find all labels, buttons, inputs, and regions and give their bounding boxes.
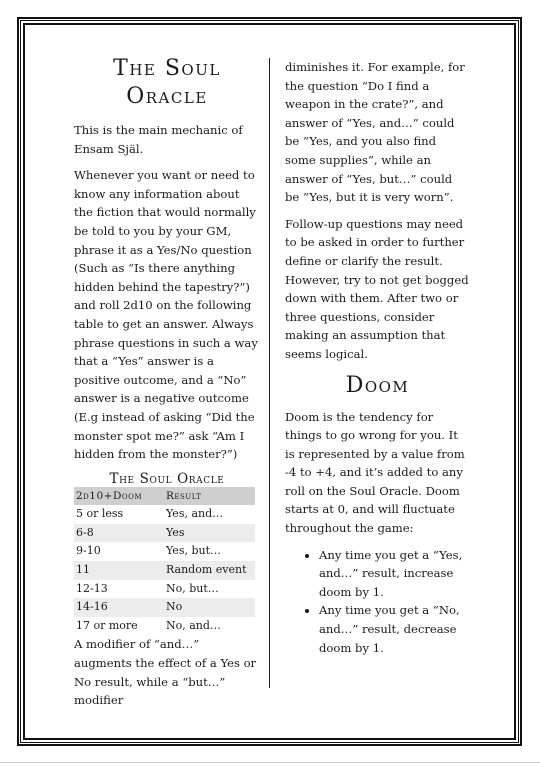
table-row	[74, 542, 255, 561]
table-cell-roll: 6-8	[74, 524, 164, 543]
viewer-bottom-edge	[0, 762, 540, 763]
table-cell-roll: 5 or less	[76, 507, 124, 521]
table-cell-roll: 9-10	[76, 544, 101, 558]
left-column	[74, 55, 260, 718]
intro-paragraph: This is the main mechanic of Ensam Själ.	[74, 123, 243, 156]
table-cell-result: Yes	[164, 524, 255, 543]
section-title-soul-oracle	[74, 55, 260, 111]
table-row	[74, 598, 255, 617]
table-cell-result: No, but…	[166, 581, 219, 595]
table-row	[74, 580, 255, 599]
table-row	[74, 505, 255, 524]
section-title-doom: Doom	[345, 372, 410, 398]
table-header-row	[74, 487, 255, 506]
header-result: Result	[164, 487, 255, 506]
header-roll: 2d10+Doom	[74, 487, 164, 506]
modifier-paragraph-end: diminishes it. For example, for the question “Do I find a weapon in the crate?”, and answer of “Yes, and…” could be “Yes, and you also find some supplies”, while an answer of “Yes, but…” could be “Yes, but it is very worn”.	[285, 60, 465, 205]
table-cell-roll: 14-16	[74, 598, 164, 617]
table-row	[74, 524, 255, 543]
table-cell-result: Yes, but…	[166, 544, 221, 558]
oracle-table	[74, 487, 255, 636]
table-cell-result: Random event	[164, 561, 255, 580]
title-line-1: The Soul	[113, 56, 221, 81]
table-cell-result: No, and…	[166, 618, 221, 632]
table-cell-result: No	[164, 598, 255, 617]
table-cell-roll: 12-13	[76, 581, 108, 595]
list-item: • Any time you get a “Yes, and…” result, increase doom by 1.	[319, 546, 470, 602]
list-item: • Any time you get a “No, and…” result, decrease doom by 1.	[319, 601, 470, 657]
title-line-2: Oracle	[126, 84, 208, 109]
instructions-paragraph: Whenever you want or need to know any information about the fiction that would normally be told to you by your GM, phrase it as a Yes/No question (Such as “Is there anything hidden behind the tapestry?”) and roll 2d10 on the following table to get an answer. Always phrase questions in such a way that a “Yes” answer is a positive outcome, and a “No” answer is a negative outcome (E.g instead of asking “Did the monster spot me?” ask “Am I hidden from the monster?”)	[74, 168, 258, 462]
oracle-table-title: The Soul Oracle	[109, 470, 225, 487]
modifier-paragraph-start: A modifier of “and…” augments the effect of a Yes or No result, while a “but…” modifier	[74, 637, 257, 708]
table-row	[74, 561, 255, 580]
right-column	[285, 58, 470, 657]
table-cell-roll: 17 or more	[76, 618, 138, 632]
table-cell-result: Yes, and…	[166, 507, 224, 521]
table-cell-roll: 11	[74, 561, 164, 580]
followup-paragraph: Follow-up questions may need to be asked in order to further define or clarify the result. However, try to not get bogged down with them. After two or three questions, consider making an assumption that seems logical.	[285, 216, 469, 361]
column-divider	[269, 58, 270, 688]
table-row	[74, 617, 255, 636]
doom-rules-list	[285, 546, 470, 658]
doom-paragraph: Doom is the tendency for things to go wrong for you. It is represented by a value from -4 to +4, and it’s added to any roll on the Soul Oracle. Doom starts at 0, and will fluctuate throughout the game:	[285, 409, 465, 536]
